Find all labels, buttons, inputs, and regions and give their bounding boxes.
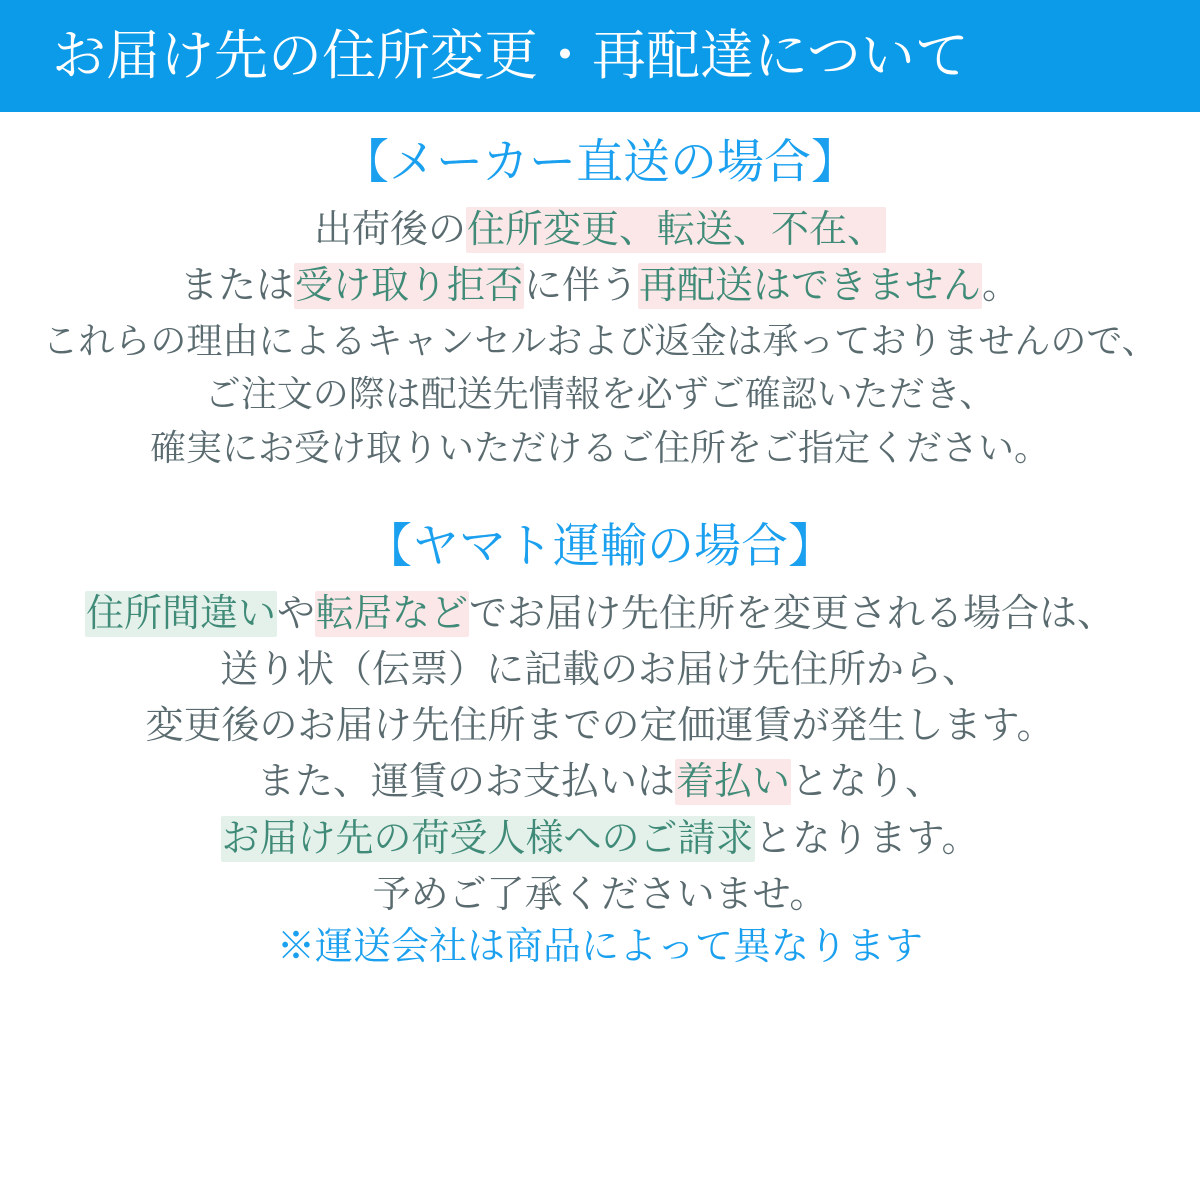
section-maker-direct <box>0 136 1200 474</box>
page-header <box>0 0 1200 112</box>
text-line: 予めご了承くださいませ。 <box>372 873 828 916</box>
text-run-highlight: 転居など <box>316 592 469 635</box>
text-run-highlight: 着払い <box>675 761 790 804</box>
section-paragraph-secondary <box>0 314 1200 474</box>
carrier-note: ※運送会社は商品によって異なります <box>276 926 923 969</box>
section-yamato <box>0 520 1200 972</box>
text-run: となり、 <box>791 761 944 804</box>
text-run-highlight: 住所間違い <box>85 592 276 635</box>
text-line: 送り状（伝票）に記載のお届け先住所から、 <box>219 648 980 691</box>
text-line <box>0 811 1200 867</box>
text-line: ご注文の際は配送先情報を必ずご確認いただき、 <box>204 373 996 415</box>
text-line: 変更後のお届け先住所までの定価運賃が発生します。 <box>145 705 1055 748</box>
section-paragraph <box>0 202 1200 314</box>
section-paragraph <box>0 586 1200 923</box>
text-line <box>0 202 1200 258</box>
section-heading: 【メーカー直送の場合】 <box>341 135 859 188</box>
notice-body <box>0 136 1200 972</box>
text-run-highlight: 住所変更、転送、不在、 <box>467 208 886 251</box>
text-run: 出荷後の <box>313 208 466 251</box>
text-run: 。 <box>982 264 1021 307</box>
text-run: または <box>179 264 294 307</box>
text-run-highlight: 再配送はできません <box>639 264 982 307</box>
text-line <box>0 754 1200 810</box>
text-line: これらの理由によるキャンセルおよび返金は承っておりませんので、 <box>42 320 1158 362</box>
text-line <box>0 258 1200 314</box>
text-run: でお届け先住所を変更される場合は、 <box>469 592 1116 635</box>
text-run-highlight: お届け先の荷受人様へのご請求 <box>221 817 754 860</box>
text-run: や <box>276 592 315 635</box>
section-heading: 【ヤマト運輸の場合】 <box>365 518 835 572</box>
text-run: となります。 <box>754 817 980 860</box>
section-divider-space <box>0 474 1200 496</box>
text-run-highlight: 受け取り拒否 <box>294 264 523 307</box>
page-title: お届け先の住所変更・再配達について <box>52 26 969 86</box>
text-line <box>0 586 1200 642</box>
text-run: また、運賃のお支払いは <box>256 761 675 804</box>
text-line: 確実にお受け取りいただけるご住所をご指定ください。 <box>149 426 1050 468</box>
text-run: に伴う <box>523 264 638 307</box>
